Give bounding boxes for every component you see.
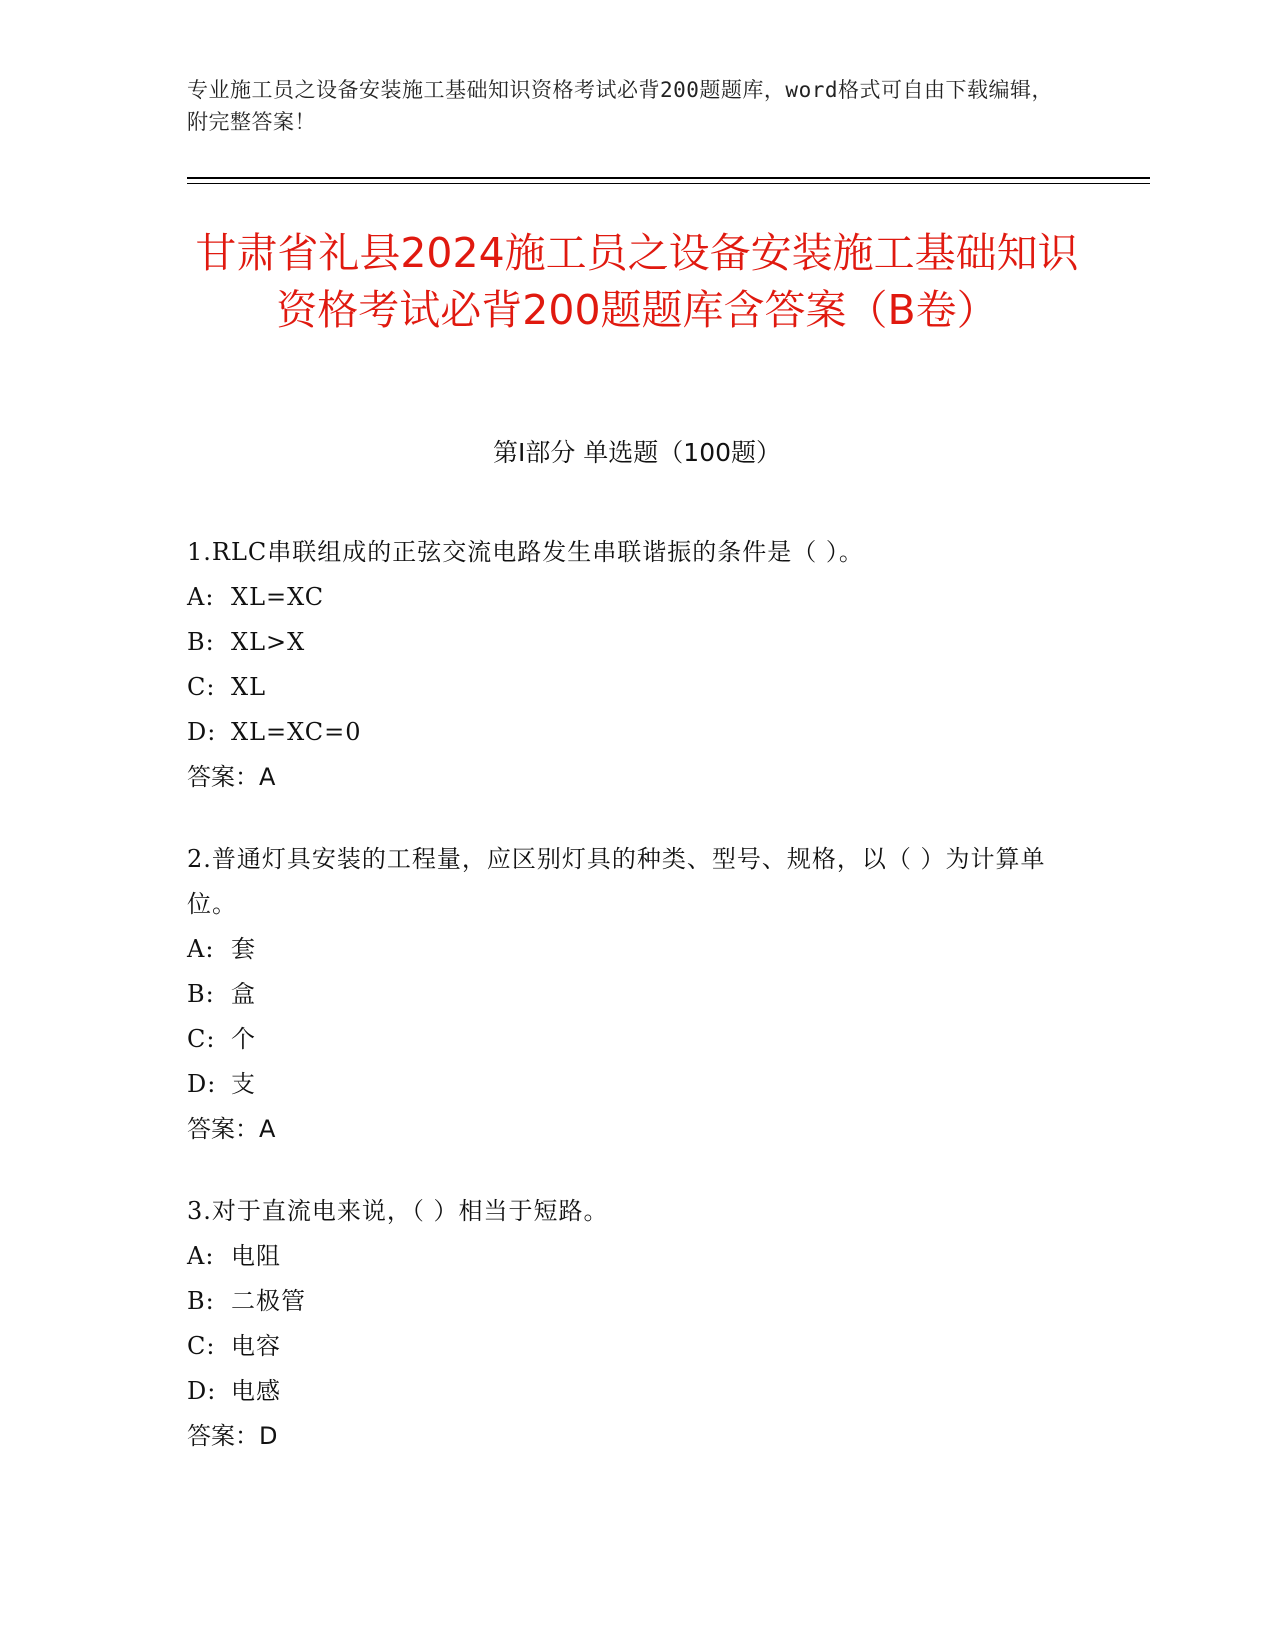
- section-heading: 第Ⅰ部分 单选题（100题）: [492, 438, 782, 467]
- header-divider-thin: [187, 183, 1150, 184]
- option-key: D:: [187, 1377, 217, 1405]
- question-item: [187, 837, 1087, 1152]
- question-stem: 3.对于直流电来说，（ ）相当于短路。: [187, 1197, 609, 1225]
- option-key: C:: [187, 673, 216, 701]
- question-item: [187, 530, 1087, 800]
- option-d: [187, 1369, 1087, 1414]
- option-key: A:: [187, 1242, 215, 1270]
- option-c: [187, 1324, 1087, 1369]
- question-item: [187, 1189, 1087, 1459]
- option-text: 盒: [231, 980, 256, 1008]
- option-a: [187, 575, 1087, 620]
- answer-line: 答案：A: [187, 763, 276, 791]
- option-text: XL: [231, 673, 267, 701]
- option-text: 个: [231, 1025, 256, 1053]
- option-b: [187, 620, 1087, 665]
- question-list: [187, 530, 1087, 1496]
- option-text: 电容: [231, 1332, 281, 1360]
- option-key: B:: [187, 1287, 215, 1315]
- option-key: D:: [187, 718, 217, 746]
- answer-line: 答案：A: [187, 1115, 276, 1143]
- option-key: A:: [187, 935, 215, 963]
- option-a: [187, 1234, 1087, 1279]
- option-key: C:: [187, 1025, 216, 1053]
- option-text: XL=XC: [231, 583, 325, 611]
- document-title: 甘肃省礼县2024施工员之设备安装施工基础知识资格考试必背200题题库含答案（B卷）: [195, 229, 1079, 334]
- option-key: B:: [187, 980, 215, 1008]
- header-divider-thick: [187, 177, 1150, 179]
- option-d: [187, 1062, 1087, 1107]
- option-b: [187, 1279, 1087, 1324]
- option-text: 套: [231, 935, 256, 963]
- option-key: D:: [187, 1070, 217, 1098]
- question-stem: 2.普通灯具安装的工程量，应区别灯具的种类、型号、规格，以（ ）为计算单位。: [187, 845, 1046, 918]
- option-c: [187, 1017, 1087, 1062]
- option-c: [187, 665, 1087, 710]
- option-text: 电阻: [231, 1242, 281, 1270]
- option-b: [187, 972, 1087, 1017]
- option-a: [187, 927, 1087, 972]
- question-stem: 1.RLC串联组成的正弦交流电路发生串联谐振的条件是（ ）。: [187, 538, 864, 566]
- option-text: XL>X: [231, 628, 306, 656]
- answer-line: 答案：D: [187, 1422, 278, 1450]
- header-note: 专业施工员之设备安装施工基础知识资格考试必背200题题库，word格式可自由下载编辑，附完整答案！: [187, 78, 1053, 134]
- option-key: B:: [187, 628, 215, 656]
- option-text: 支: [231, 1070, 256, 1098]
- option-text: XL=XC=0: [231, 718, 362, 746]
- option-key: C:: [187, 1332, 216, 1360]
- option-d: [187, 710, 1087, 755]
- option-text: 电感: [231, 1377, 281, 1405]
- option-key: A:: [187, 583, 215, 611]
- option-text: 二极管: [231, 1287, 306, 1315]
